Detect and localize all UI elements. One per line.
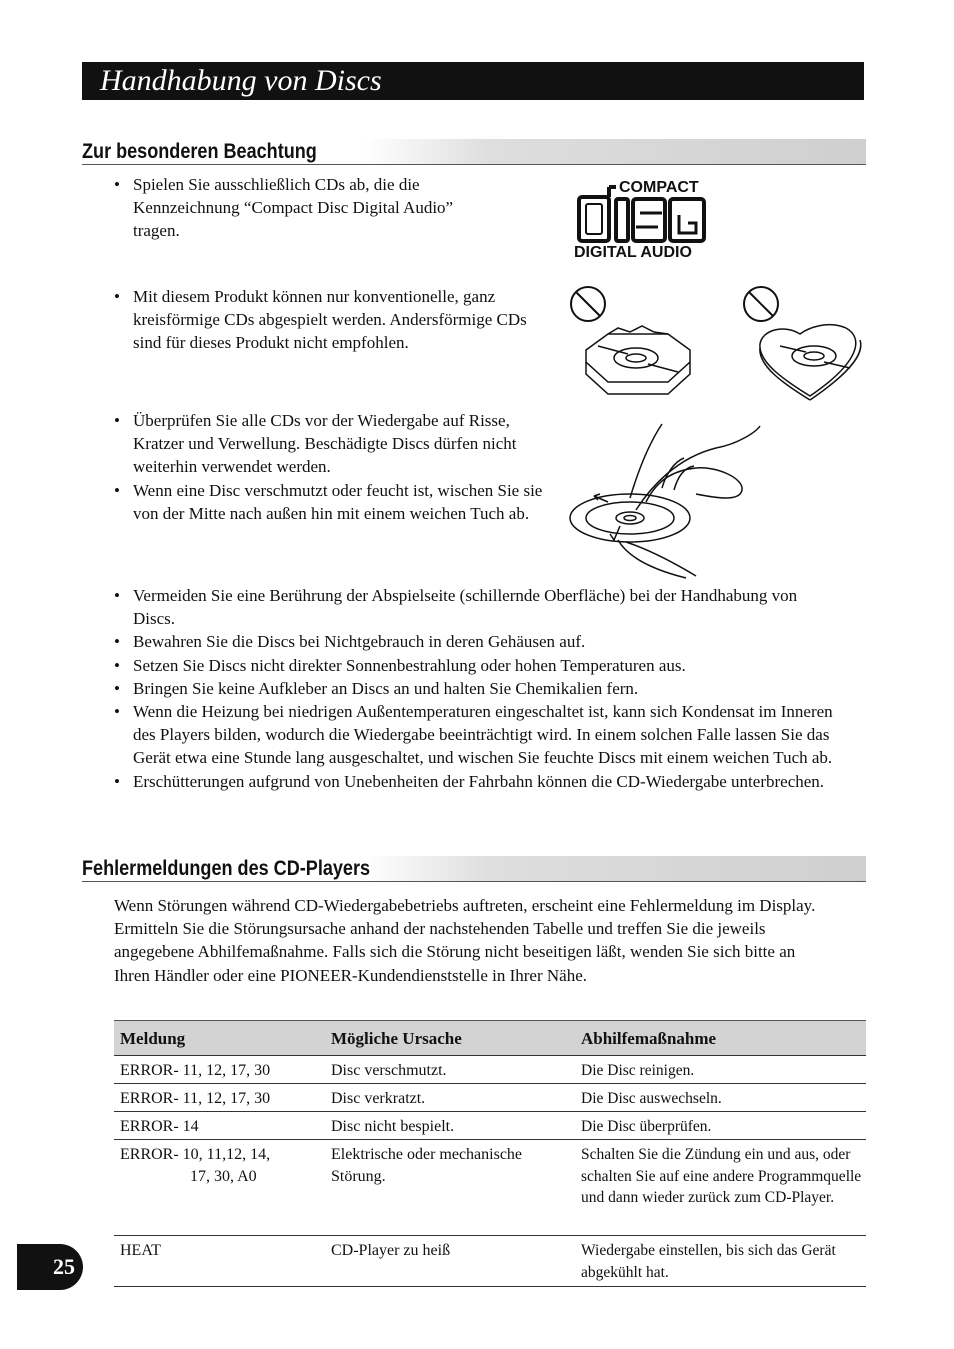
hexagon-disc-illustration [578,322,696,402]
column-header-ursache: Mögliche Ursache [331,1029,462,1048]
table-row [114,1056,866,1084]
table-cell-remedy: Die Disc auswechseln. [581,1090,722,1107]
table-cell-remedy: Die Disc überprüfen. [581,1118,712,1135]
table-row [114,1140,866,1236]
table-cell-cause: Disc verschmutzt. [331,1062,447,1079]
bullet-item: • Bringen Sie keine Aufkleber an Discs an und halten Sie Chemikalien fern. [114,677,839,700]
logo-compact-text: COMPACT [619,179,699,196]
bullet-list-cd-type [114,173,492,243]
table-cell-code: ERROR- 14 [120,1118,199,1135]
table-cell-cause: CD-Player zu heiß [331,1242,451,1259]
no-entry-circle-icon [741,284,781,324]
bullet-item: • Überprüfen Sie alle CDs vor der Wiedergabe auf Risse, Kratzer und Verwellung. Beschädigte Discs dürfen nicht weiterhin verwendet werden. [114,409,559,479]
column-header-abhilfe: Abhilfemaßnahme [581,1029,717,1048]
table-header-row [114,1020,866,1056]
page-title: Handhabung von Discs [100,64,382,97]
bullet-list-inspect [114,409,559,525]
table-row [114,1236,866,1287]
bullet-list-shape [114,285,559,355]
table-cell-remedy: Wiedergabe einstellen, bis sich das Gerät abgekühlt hat. [581,1242,836,1281]
table-row [114,1112,866,1140]
bullet-item: • Setzen Sie Discs nicht direkter Sonnenbestrahlung oder hohen Temperaturen aus. [114,654,839,677]
disc-mark-icon [576,185,714,247]
bullet-item: • Bewahren Sie die Discs bei Nichtgebrauch in deren Gehäusen auf. [114,630,839,653]
table-cell-remedy: Die Disc reinigen. [581,1062,695,1079]
section-heading-text: Zur besonderen Beachtung [82,140,317,163]
logo-digital-audio-text: DIGITAL AUDIO [574,244,692,261]
table-row [114,1084,866,1112]
table-cell-cause: Elektrische oder mechanische Störung. [331,1146,523,1185]
no-entry-circle-icon [568,284,608,324]
page-title-banner [82,62,864,100]
table-cell-code [120,1144,320,1187]
table-cell-code-line2: 17, 30, A0 [190,1167,257,1185]
table-cell-code: HEAT [120,1242,161,1259]
heart-disc-illustration [754,322,866,404]
bullet-item: • Erschütterungen aufgrund von Unebenheiten der Fahrbahn können die CD-Wiedergabe unterbrechen. [114,770,839,793]
bullet-item: • Spielen Sie ausschließlich CDs ab, die die Kennzeichnung “Compact Disc Digital Audio” tragen. [114,173,492,243]
table-cell-cause: Disc verkratzt. [331,1090,426,1107]
bullet-list-care [114,584,839,793]
hand-wiping-disc-illustration [566,418,762,580]
table-cell-cause: Disc nicht bespielt. [331,1118,455,1135]
logo-mark-text: disc [576,195,578,196]
error-table [114,1020,866,1287]
page-number-tab [17,1244,83,1290]
table-cell-remedy: Schalten Sie die Zündung ein und aus, oder schalten Sie auf eine andere Programmquelle und dann wieder zurück zum CD-Player. [581,1146,862,1207]
section-heading-fehlermeldungen [82,856,866,882]
bullet-item: • Wenn die Heizung bei niedrigen Außentemperaturen eingeschaltet ist, kann sich Kondensat im Inneren des Players bilden, wodurch die Wiedergabe beeinträchtigt wird. In einem solchen Falle lassen Sie das Gerät etwa eine Stunde lang ausgeschaltet, und wischen Sie feuchte Discs mit einem weichen Tuch ab. [114,700,839,770]
page-number: 25 [53,1254,75,1279]
section-heading-text: Fehlermeldungen des CD-Players [82,857,371,880]
table-cell-code: ERROR- 11, 12, 17, 30 [120,1062,271,1079]
intro-paragraph: Wenn Störungen während CD-Wiedergabebetriebs auftreten, erscheint eine Fehlermeldung im Display. Ermitteln Sie die Störungsursache anhand der nachstehenden Tabelle und treffen Sie die jeweils angegebene Abhilfemaßnahme. Falls sich die Störung nicht beseitigen läßt, wenden Sie sich bitte an Ihren Händler oder eine PIONEER-Kundendienststelle in Ihrer Nähe. [114,896,816,985]
section-heading-beachtung [82,139,866,165]
bullet-item: • Vermeiden Sie eine Berührung der Abspielseite (schillernde Oberfläche) bei der Handhabung von Discs. [114,584,839,630]
column-header-meldung: Meldung [120,1029,186,1048]
table-cell-code-line1: ERROR- 10, 11,12, 14, [120,1146,271,1163]
bullet-item: • Mit diesem Produkt können nur konventionelle, ganz kreisförmige CDs abgespielt werden. Andersförmige CDs sind für dieses Produkt nicht empfohlen. [114,285,559,355]
bullet-item: • Wenn eine Disc verschmutzt oder feucht ist, wischen Sie sie von der Mitte nach außen hin mit einem weichen Tuch ab. [114,479,559,525]
table-cell-code: ERROR- 11, 12, 17, 30 [120,1090,271,1107]
